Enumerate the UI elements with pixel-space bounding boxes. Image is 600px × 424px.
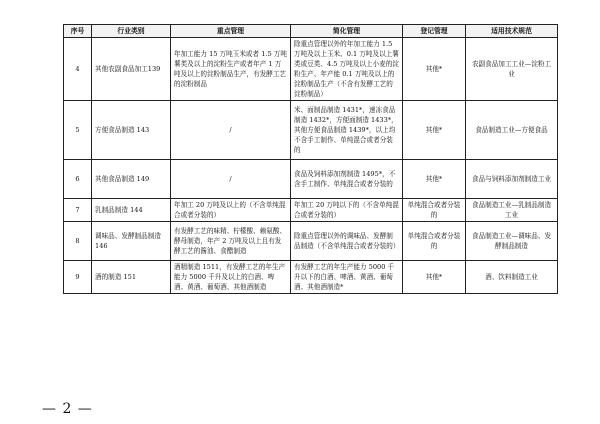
header-category: 行业类别 (92, 25, 171, 38)
header-technical-spec: 适用技术规范 (466, 25, 558, 38)
cell-simplified: 米、面制品制造 1431*，速冻食品制造 1432*，方便面制造 1433*，其他方便食品制造 1439*，以上均不含手工制作、单纯混合或者分装的 (291, 101, 403, 160)
table-row (64, 101, 558, 160)
table-row (64, 38, 558, 101)
cell-simplified: 年加工 20 万吨以下的（不含单纯混合或者分装的） (291, 199, 403, 222)
cell-key: 年加工能力 15 万吨玉米或者 1.5 万吨薯类及以上的淀粉生产或者年产 1 万吨及以上的淀粉制品生产，有发酵工艺的淀粉制品 (171, 38, 291, 101)
cell-no: 6 (64, 160, 92, 199)
cell-registration: 其他* (403, 38, 466, 101)
cell-key: / (171, 101, 291, 160)
cell-simplified: 除重点管理以外的调味品、发酵制品制造（不含单纯混合或者分装的） (291, 222, 403, 261)
cell-no: 9 (64, 261, 92, 294)
cell-key: / (171, 160, 291, 199)
cell-category: 方便食品制造 143 (92, 101, 171, 160)
cell-registration: 其他* (403, 101, 466, 160)
table-row (64, 222, 558, 261)
cell-no: 8 (64, 222, 92, 261)
cell-registration: 单纯混合或者分装的 (403, 199, 466, 222)
cell-spec: 酒、饮料制造工业 (466, 261, 558, 294)
cell-category: 调味品、发酵制品制造 146 (92, 222, 171, 261)
cell-simplified: 食品及饲料添加剂制造 1495*，不含手工制作、单纯混合或者分装的 (291, 160, 403, 199)
table-row (64, 160, 558, 199)
cell-category: 乳制品制造 144 (92, 199, 171, 222)
permit-classification-table (63, 24, 558, 294)
cell-registration: 其他* (403, 261, 466, 294)
header-key-management: 重点管理 (171, 25, 291, 38)
cell-no: 5 (64, 101, 92, 160)
cell-category: 其他农副食品加工139 (92, 38, 171, 101)
cell-simplified: 有发酵工艺的年生产能力 5000 千升以下的白酒、啤酒、黄酒、葡萄酒、其他酒制造* (291, 261, 403, 294)
page-number: — 2 — (42, 401, 93, 417)
header-registration-management: 登记管理 (403, 25, 466, 38)
cell-spec: 食品与饲料添加剂制造工业 (466, 160, 558, 199)
cell-simplified: 除重点管理以外的年加工能力 1.5 万吨及以上玉米、0.1 万吨及以上薯类或豆类、4.5 万吨及以上小麦的淀粉生产、年产能 0.1 万吨及以上的淀粉制品生产（不含有发酵工艺的淀粉制品） (291, 38, 403, 101)
cell-key: 年加工 20 万吨及以上的（不含单纯混合或者分装的） (171, 199, 291, 222)
header-no: 序号 (64, 25, 92, 38)
cell-registration: 单纯混合或者分装的 (403, 222, 466, 261)
cell-no: 7 (64, 199, 92, 222)
cell-spec: 食品制造工业—方便食品 (466, 101, 558, 160)
table-header-row (64, 25, 558, 38)
cell-spec: 农副食品加工工业—淀粉工业 (466, 38, 558, 101)
table-row (64, 199, 558, 222)
cell-spec: 食品制造工业—调味品、发酵制品制造 (466, 222, 558, 261)
cell-no: 4 (64, 38, 92, 101)
cell-key: 有发酵工艺的味精、柠檬酸、赖氨酸、酵母制造，年产 2 万吨及以上且有发酵工艺的酱油、食醋制造 (171, 222, 291, 261)
cell-category: 其他食品制造 149 (92, 160, 171, 199)
header-simplified-management: 简化管理 (291, 25, 403, 38)
cell-registration: 其他* (403, 160, 466, 199)
cell-spec: 食品制造工业—乳制品制造工业 (466, 199, 558, 222)
table-row (64, 261, 558, 294)
cell-category: 酒的制造 151 (92, 261, 171, 294)
cell-key: 酒精制造 1511，有发酵工艺的年生产能力 5000 千升及以上的白酒、啤酒、黄酒、葡萄酒、其他酒制造 (171, 261, 291, 294)
